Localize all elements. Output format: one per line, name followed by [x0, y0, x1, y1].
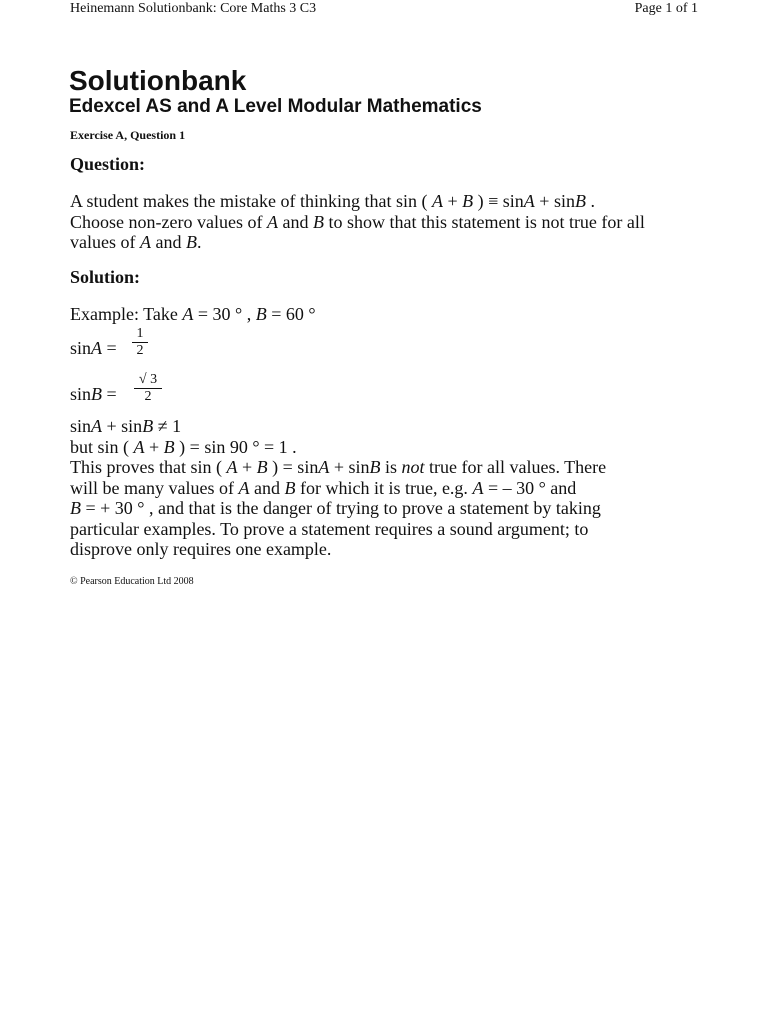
page-title: Solutionbank	[69, 65, 247, 96]
example-line: Example: Take A = 30 ° , B = 60 °	[70, 304, 316, 324]
solution-text: sinA + sinB ≠ 1 but sin ( A + B ) = sin 90 ° = 1 . This proves that sin ( A + B ) = sinA + sinB is not true for all values. There will be many values of A and B for which it is true, e.g. A = – 30 ° and B = + 30 ° , and that is the danger of trying to prove a statement by taking particular examples. To prove a statement requires a sound argument; to disprove only requires one example.	[70, 416, 607, 559]
sin-a-line: sinA =	[70, 338, 117, 358]
emphasis-not: not	[401, 457, 425, 477]
fraction-one-half: 1 2	[132, 326, 148, 359]
question-heading: Question:	[70, 154, 146, 174]
header-left: Heinemann Solutionbank: Core Maths 3 C3	[70, 1, 317, 16]
solution-heading: Solution:	[70, 267, 141, 287]
fraction-root3-over-2: √ 3 2	[134, 372, 162, 405]
question-text: A student makes the mistake of thinking that sin ( A + B ) ≡ sinA + sinB . Choose non-zero values of A and B to show that this statement is not true for all values of A and B.	[70, 191, 645, 252]
copyright-footer: © Pearson Education Ltd 2008	[70, 576, 194, 587]
header-right: Page 1 of 1	[634, 1, 698, 16]
exercise-label: Exercise A, Question 1	[70, 128, 186, 142]
page-subtitle: Edexcel AS and A Level Modular Mathematics	[69, 96, 482, 117]
sin-b-line: sinB =	[70, 384, 117, 404]
